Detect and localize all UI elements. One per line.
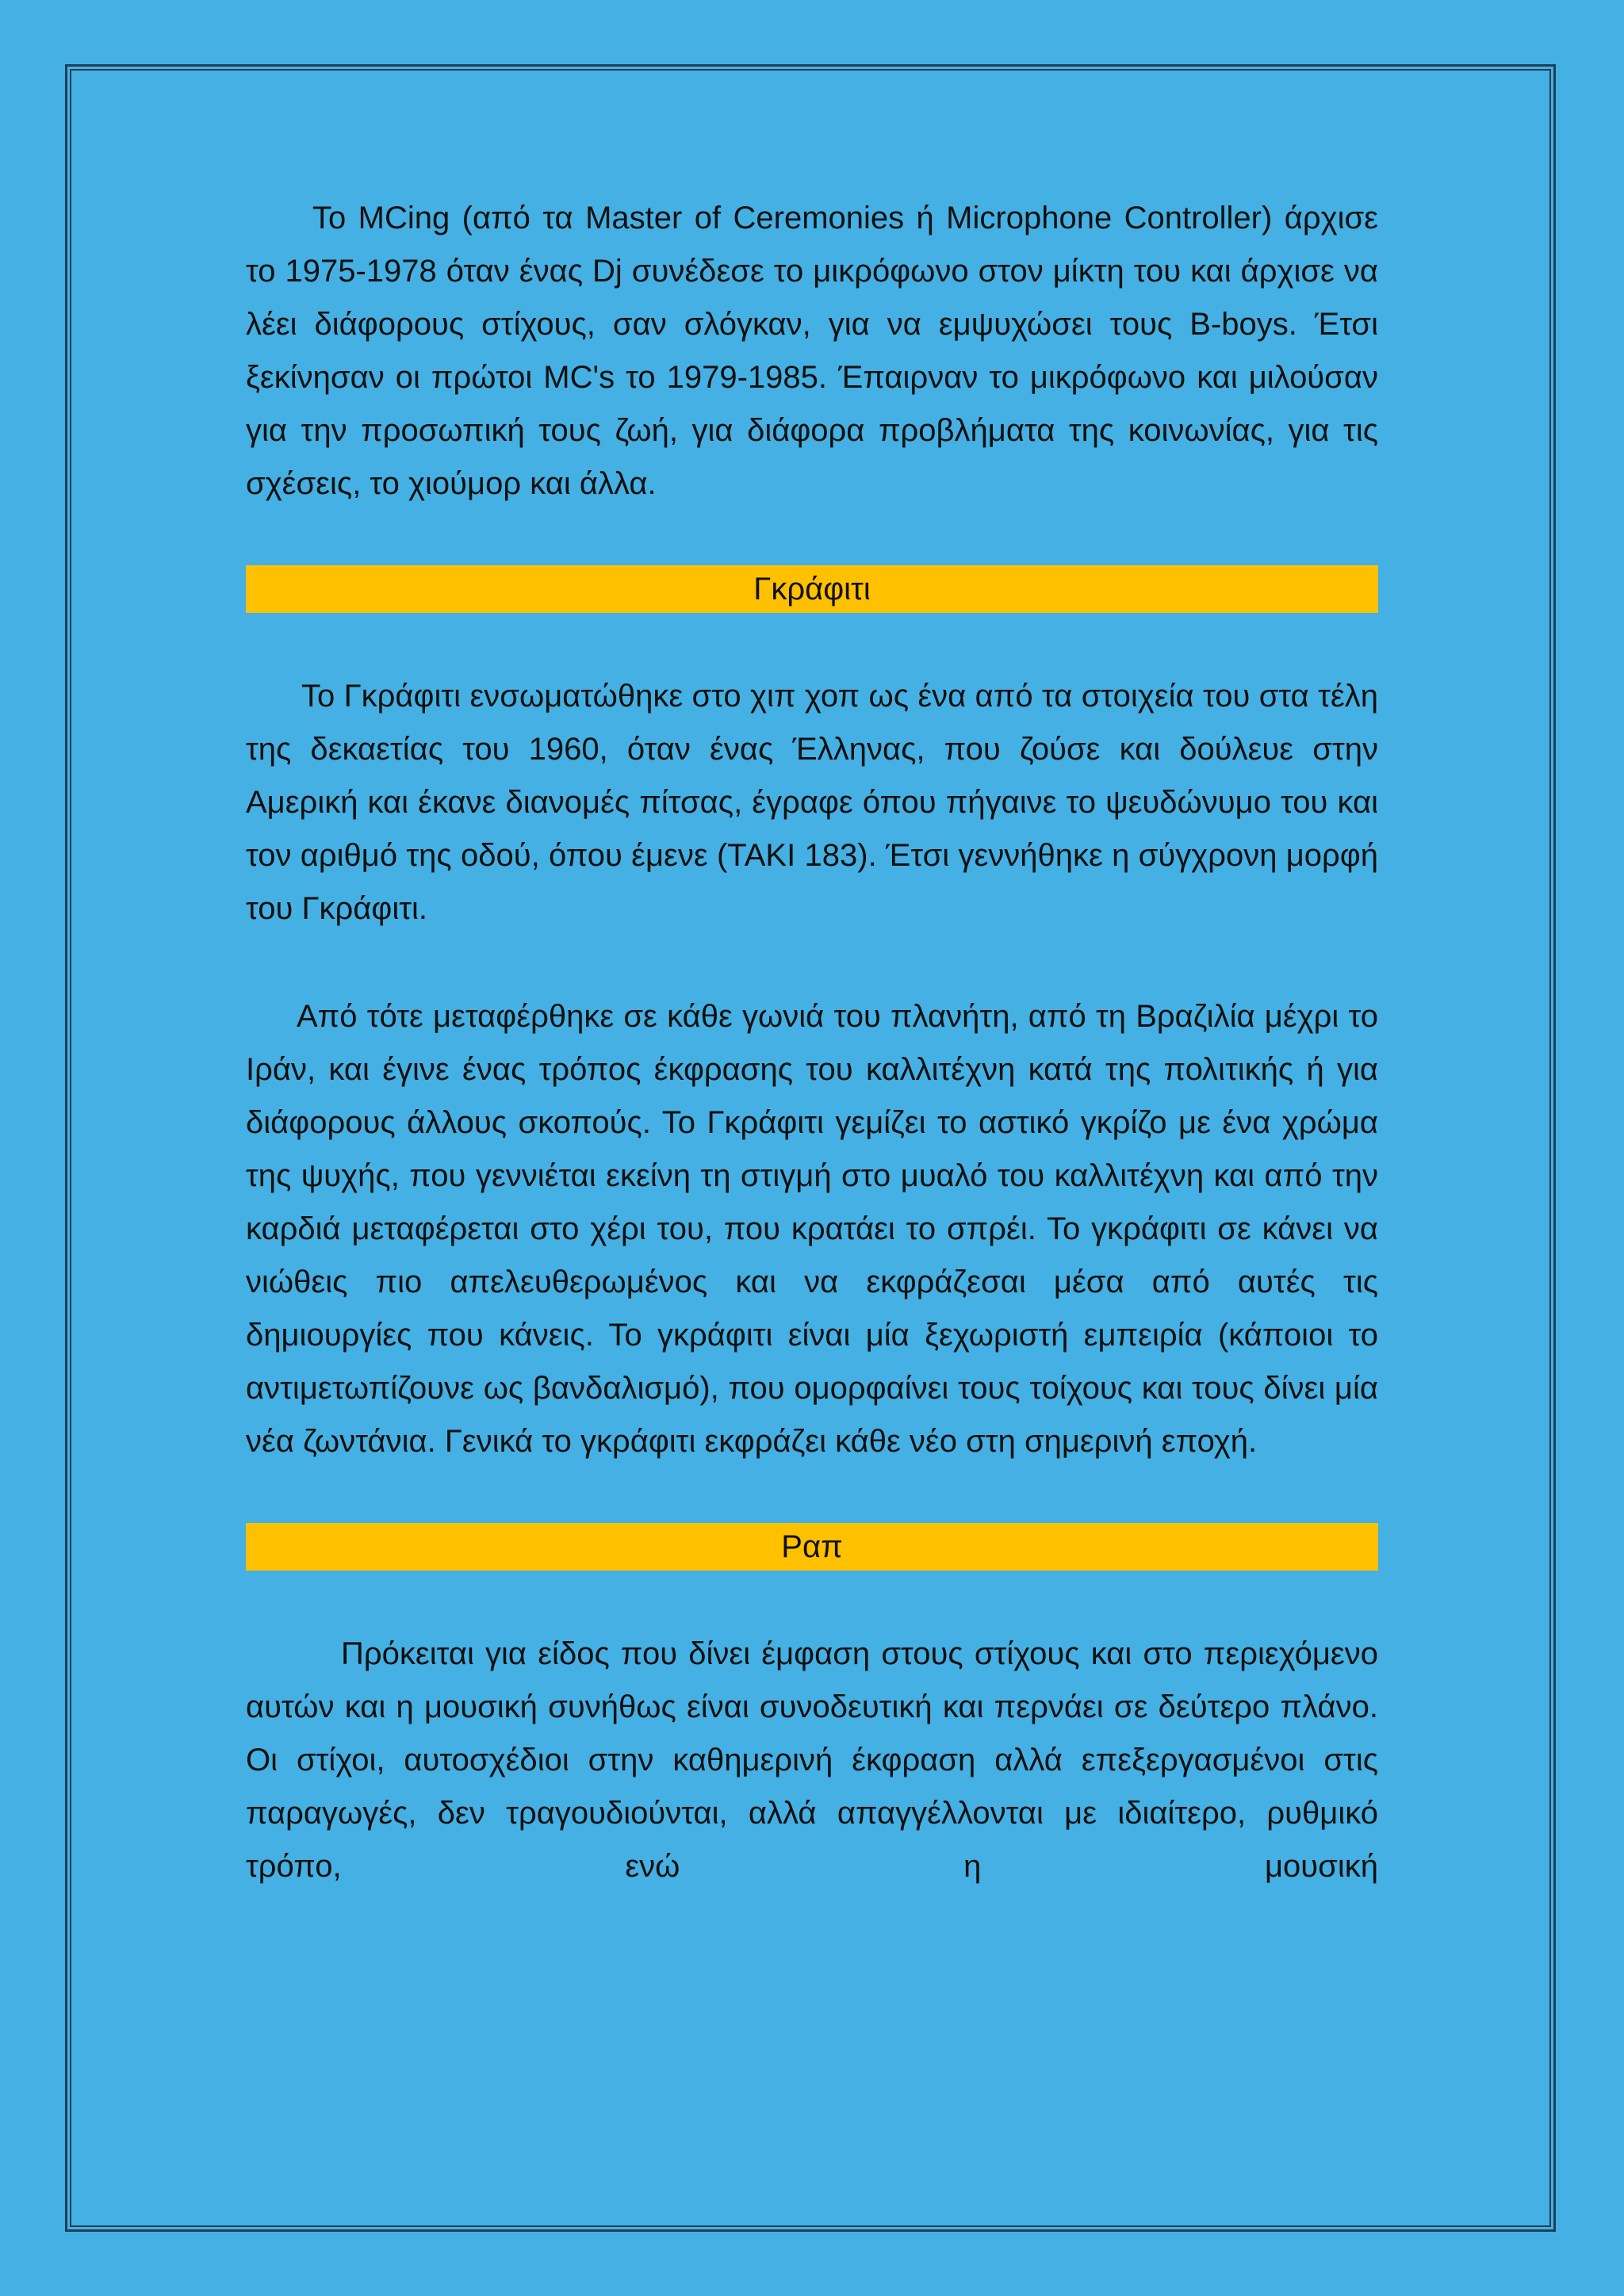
document-body (246, 192, 1378, 1893)
paragraph-graffiti-spread: Από τότε μεταφέρθηκε σε κάθε γωνιά του πλανήτη, από τη Βραζιλία μέχρι το Ιράν, και έγινε ένας τρόπος έκφρασης του καλλιτέχνη κατά της πολιτικής ή για διάφορους άλλους σκοπούς. Το Γκράφιτι γεμίζει το αστικό γκρίζο με ένα χρώμα της ψυχής, που γεννιέται εκείνη τη στιγμή στο μυαλό του καλλιτέχνη και από την καρδιά μεταφέρεται στο χέρι του, που κρατάει το σπρέι. Το γκράφιτι σε κάνει να νιώθεις πιο απελευθερωμένος και να εκφράζεσαι μέσα από αυτές τις δημιουργίες που κάνεις. Το γκράφιτι είναι μία ξεχωριστή εμπειρία (κάποιοι το αντιμετωπίζουνε ως βανδαλισμό), που ομορφαίνει τους τοίχους και τους δίνει μία νέα ζωντάνια. Γενικά το γκράφιτι εκφράζει κάθε νέο στη σημερινή εποχή. (246, 999, 1378, 1459)
section-heading-graffiti: Γκράφιτι (246, 565, 1378, 613)
paragraph-rap: Πρόκειται για είδος που δίνει έμφαση στους στίχους και στο περιεχόμενο αυτών και η μουσική συνήθως είναι συνοδευτική και περνάει σε δεύτερο πλάνο. Οι στίχοι, αυτοσχέδιοι στην καθημερινή έκφραση αλλά επεξεργασμένοι στις παραγωγές, δεν τραγουδιούνται, αλλά απαγγέλλονται με ιδιαίτερο, ρυθμικό τρόπο, ενώ η μουσική (246, 1636, 1378, 1884)
spacer (246, 613, 1378, 670)
spacer (246, 936, 1378, 990)
paragraph-graffiti-origin: Το Γκράφιτι ενσωματώθηκε στο χιπ χοπ ως ένα από τα στοιχεία του στα τέλη της δεκαετίας του 1960, όταν ένας Έλληνας, που ζούσε και δούλευε στην Αμερική και έκανε διανομές πίτσας, έγραφε όπου πήγαινε το ψευδώνυμο του και τον αριθμό της οδού, όπου έμενε (TAKI 183). Έτσι γεννήθηκε η σύγχρονη μορφή του Γκράφιτι. (246, 679, 1378, 926)
paragraph-mcing: To MCing (από τα Master of Ceremonies ή Microphone Controller) άρχισε το 1975-1978 όταν ένας Dj συνέδεσε το μικρόφωνο στον μίκτη του και άρχισε να λέει διάφορους στίχους, σαν σλόγκαν, για να εμψυχώσει τους B-boys. Έτσι ξεκίνησαν οι πρώτοι MC's το 1979-1985. Έπαιρναν το μικρόφωνο και μιλούσαν για την προσωπική τους ζωή, για διάφορα προβλήματα της κοινωνίας, για τις σχέσεις, το χιούμορ και άλλα. (246, 201, 1378, 501)
spacer (246, 1571, 1378, 1628)
spacer (246, 511, 1378, 565)
spacer (246, 1468, 1378, 1523)
section-heading-rap: Ραπ (246, 1523, 1378, 1571)
